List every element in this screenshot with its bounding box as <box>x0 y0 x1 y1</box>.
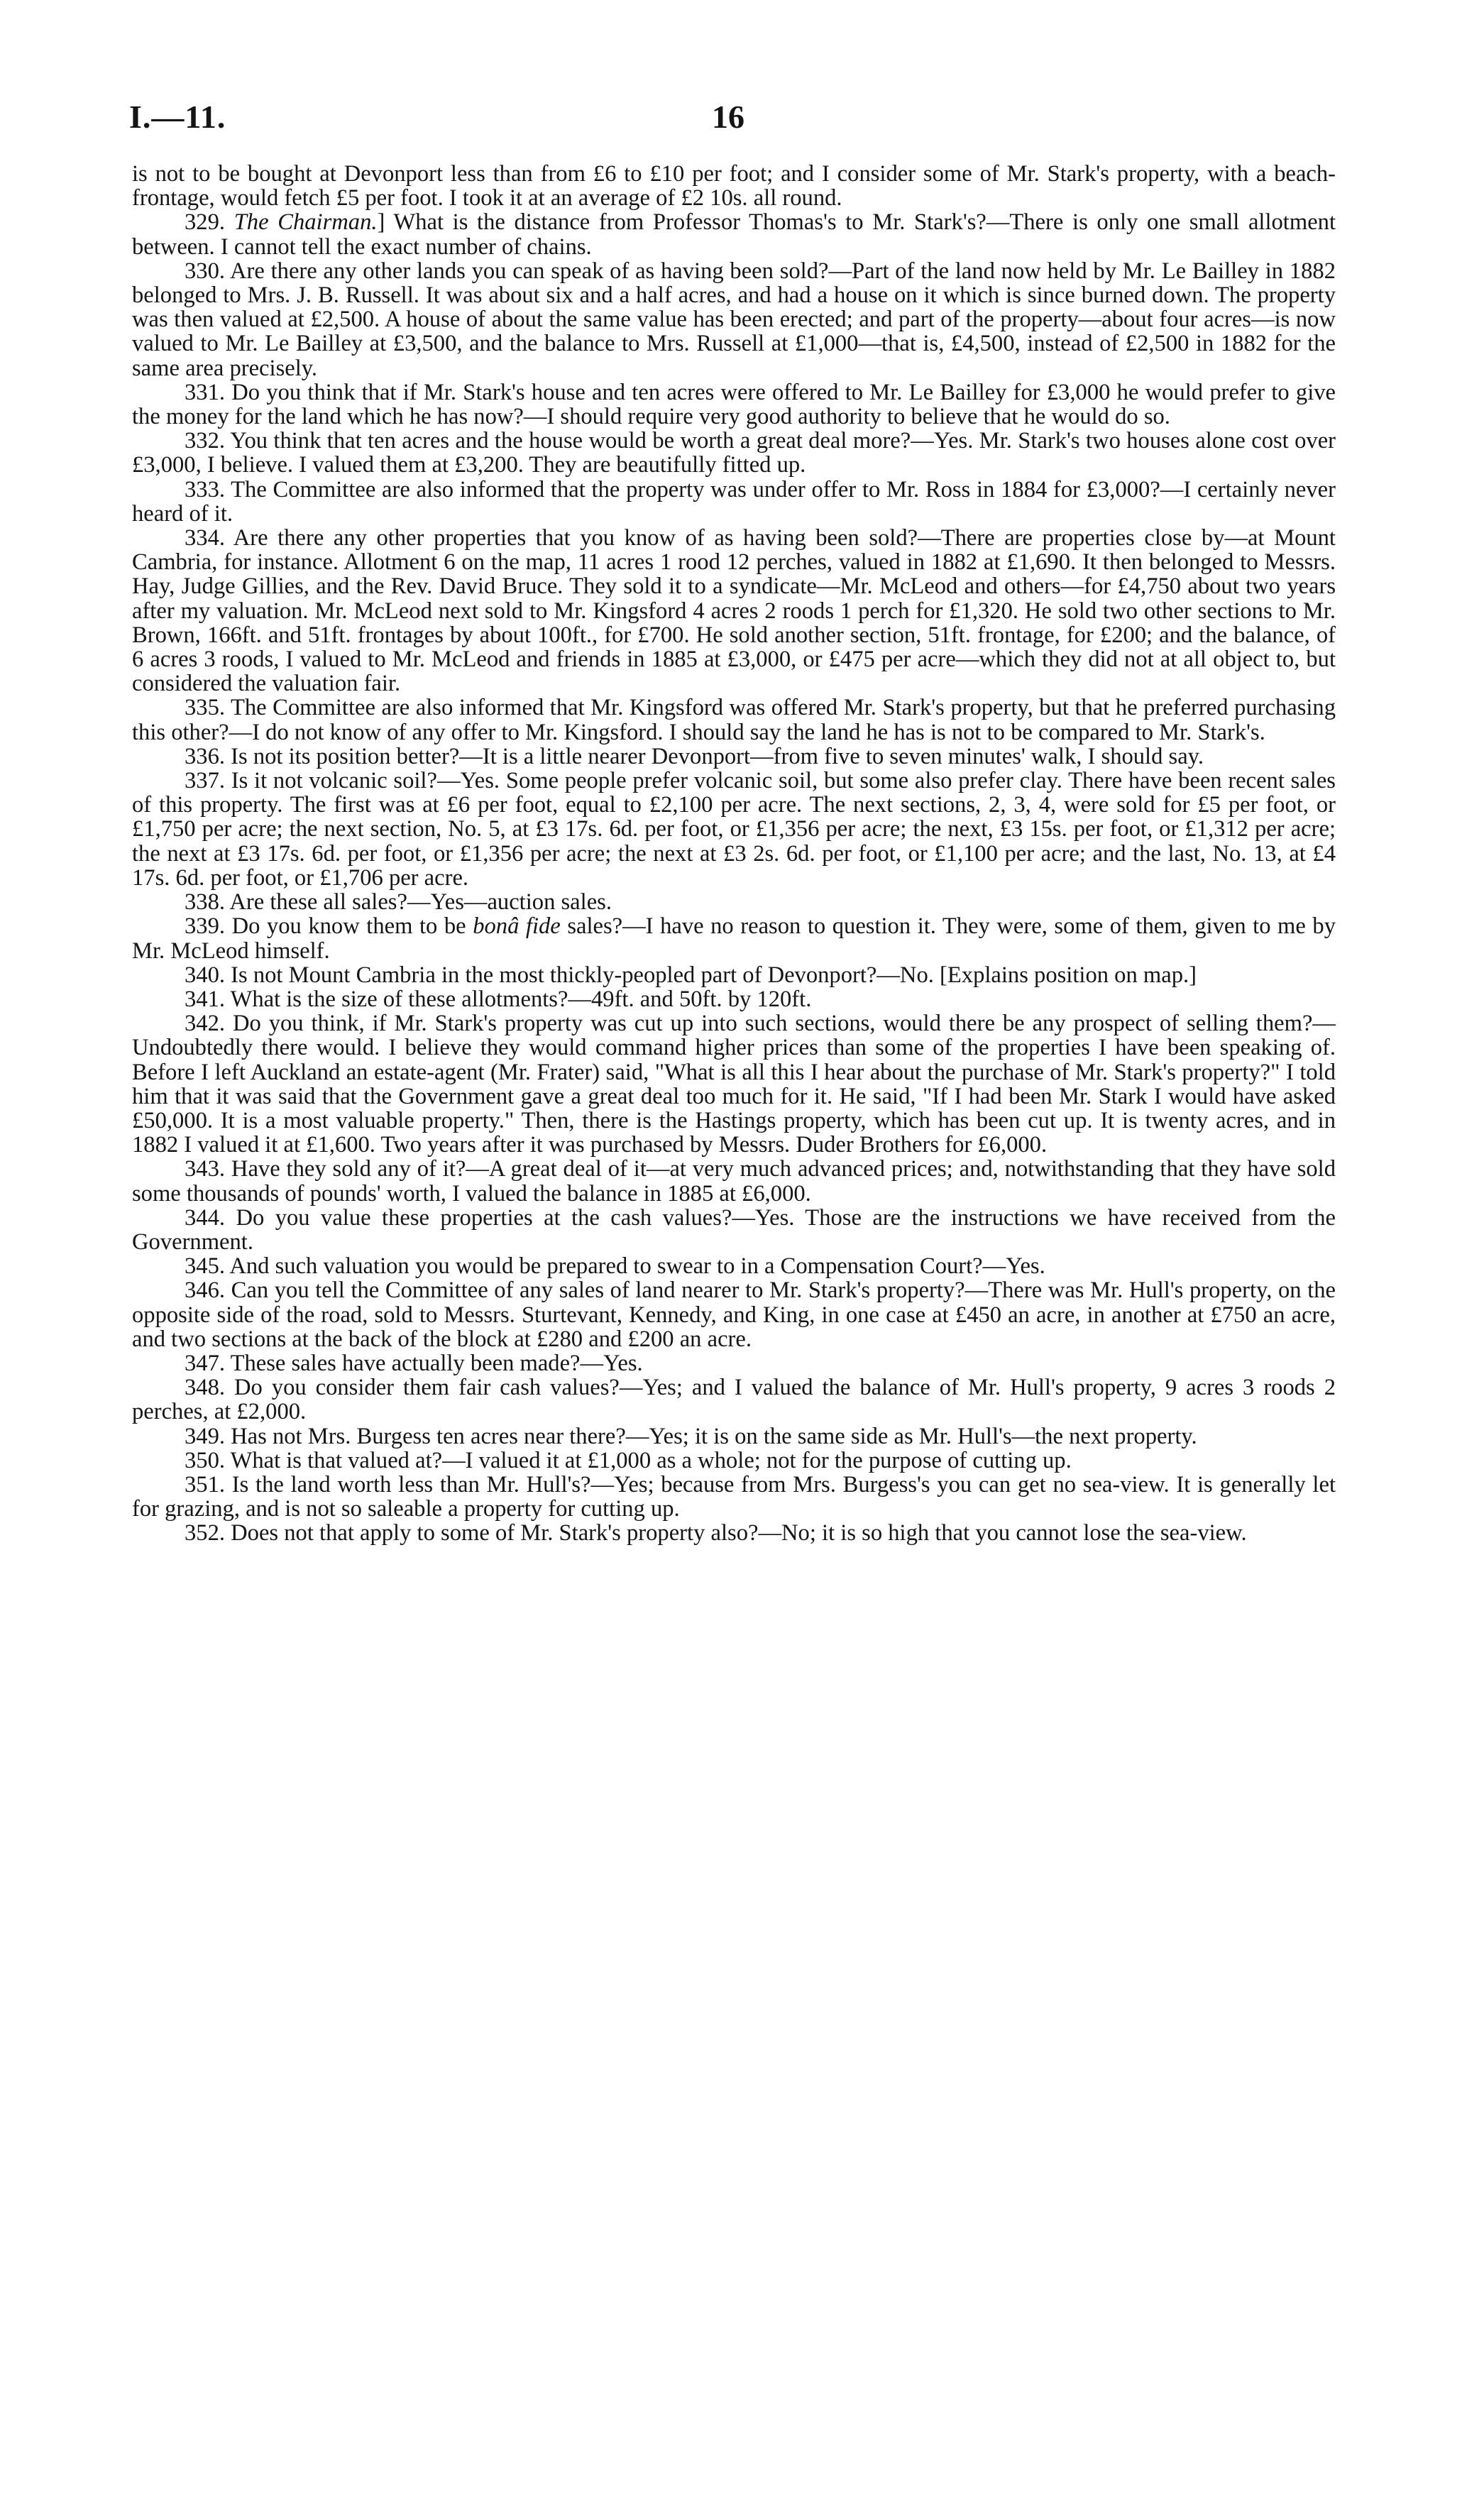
paragraph: 332. You think that ten acres and the house would be worth a great deal more?—Yes. Mr. Stark's two houses alone cost over £3,000, I believe. I valued them at £3,200. They are beautifully fitted up. <box>132 428 1336 478</box>
paragraph: 352. Does not that apply to some of Mr. Stark's property also?—No; it is so high that you cannot lose the sea-view. <box>185 1520 1247 1546</box>
body-text <box>132 162 1336 1546</box>
paragraph: 341. What is the size of these allotments?—49ft. and 50ft. by 120ft. <box>185 986 812 1012</box>
paragraph: 335. The Committee are also informed that Mr. Kingsford was offered Mr. Stark's property, but that he preferred purchasing this other?—I do not know of any offer to Mr. Kingsford. I should say the land he has is not to be compared to Mr. Stark's. <box>132 695 1336 745</box>
paragraph: 344. Do you value these properties at the cash values?—Yes. Those are the instructions we have received from the Government. <box>132 1204 1336 1255</box>
paragraph: 347. These sales have actually been made?—Yes. <box>185 1350 643 1376</box>
paragraph: 342. Do you think, if Mr. Stark's property was cut up into such sections, would there be any prospect of selling them?—Undoubtedly there would. I believe they would command higher prices than some of the properties I have been speaking of. Before I left Auckland an estate-agent (Mr. Frater) said, "What is all this I hear about the purchase of Mr. Stark's property?" I told him that it was said that the Government gave a great deal too much for it. He said, "If I had been Mr. Stark I would have asked £50,000. It is a most valuable property." Then, there is the Hastings property, which has been cut up. It is twenty acres, and in 1882 I valued it at £1,600. Two years after it was purchased by Messrs. Duder Brothers for £6,000. <box>132 1011 1336 1158</box>
paragraph: 343. Have they sold any of it?—A great deal of it—at very much advanced prices; and, notwithstanding that they have sold some thousands of pounds' worth, I valued the balance in 1885 at £6,000. <box>132 1156 1336 1207</box>
paragraph: is not to be bought at Devonport less than from £6 to £10 per foot; and I consider some of Mr. Stark's property, with a beach-frontage, would fetch £5 per foot. I took it at an average of £2 10s. all round. <box>132 161 1336 211</box>
italic-phrase: bonâ fide <box>473 913 561 940</box>
paragraph: 333. The Committee are also informed that the property was under offer to Mr. Ross in 1884 for £3,000?—I certainly never heard of it. <box>132 476 1336 527</box>
paragraph: 348. Do you consider them fair cash values?—Yes; and I valued the balance of Mr. Hull's property, 9 acres 3 roods 2 perches, at £2,000. <box>132 1375 1336 1425</box>
paragraph: 346. Can you tell the Committee of any sales of land nearer to Mr. Stark's property?—There was Mr. Hull's property, on the opposite side of the road, sold to Messrs. Sturtevant, Kennedy, and King, in one case at £450 an acre, in another at £750 an acre, and two sections at the back of the block at £280 and £200 an acre. <box>132 1277 1336 1352</box>
paragraph: 340. Is not Mount Cambria in the most thickly-peopled part of Devonport?—No. [Explains position on map.] <box>185 962 1197 988</box>
paragraph: 339. Do you know them to be bonâ fide sales?—I have no reason to question it. They were, some of them, given to me by Mr. McLeod himself. <box>132 913 1336 964</box>
page-number: 16 <box>712 99 744 135</box>
paragraph: 351. Is the land worth less than Mr. Hull's?—Yes; because from Mrs. Burgess's you can get no sea-view. It is generally let for grazing, and is not so saleable a property for cutting up. <box>132 1471 1336 1522</box>
page-reference: I.—11. <box>129 99 226 135</box>
paragraph: 330. Are there any other lands you can speak of as having been sold?—Part of the land now held by Mr. Le Bailley in 1882 belonged to Mrs. J. B. Russell. It was about six and a half acres, and had a house on it which is since burned down. The property was then valued at £2,500. A house of about the same value has been erected; and part of the property—about four acres—is now valued to Mr. Le Bailley at £3,500, and the balance to Mrs. Russell at £1,000—that is, £4,500, instead of £2,500 in 1882 for the same area precisely. <box>132 258 1336 381</box>
paragraph: 329. The Chairman.] What is the distance from Professor Thomas's to Mr. Stark's?—There is only one small allotment between. I cannot tell the exact number of chains. <box>132 209 1336 260</box>
paragraph: 337. Is it not volcanic soil?—Yes. Some people prefer volcanic soil, but some also prefer clay. There have been recent sales of this property. The first was at £6 per foot, equal to £2,100 per acre. The next sections, 2, 3, 4, were sold for £5 per foot, or £1,750 per acre; the next section, No. 5, at £3 17s. 6d. per foot, or £1,356 per acre; the next, £3 15s. per foot, or £1,312 per acre; the next at £3 17s. 6d. per foot, or £1,356 per acre; the next at £3 2s. 6d. per foot, or £1,100 per acre; and the last, No. 13, at £4 17s. 6d. per foot, or £1,706 per acre. <box>132 768 1336 891</box>
paragraph: 350. What is that valued at?—I valued it at £1,000 as a whole; not for the purpose of cutting up. <box>185 1447 1072 1473</box>
paragraph: 345. And such valuation you would be prepared to swear to in a Compensation Court?—Yes. <box>185 1253 1045 1280</box>
paragraph: 336. Is not its position better?—It is a little nearer Devonport—from five to seven minutes' walk, I should say. <box>185 743 1204 769</box>
paragraph: 338. Are these all sales?—Yes—auction sales. <box>185 889 612 916</box>
paragraph: 331. Do you think that if Mr. Stark's house and ten acres were offered to Mr. Le Bailley for £3,000 he would prefer to give the money for the land which he has now?—I should require very good authority to believe that he would do so. <box>132 379 1336 430</box>
paragraph: 349. Has not Mrs. Burgess ten acres near there?—Yes; it is on the same side as Mr. Hull's—the next property. <box>185 1423 1197 1449</box>
speaker-name: The Chairman. <box>233 209 378 236</box>
paragraph: 334. Are there any other properties that you know of as having been sold?—There are properties close by—at Mount Cambria, for instance. Allotment 6 on the map, 11 acres 1 rood 12 perches, valued in 1882 at £1,690. It then belonged to Messrs. Hay, Judge Gillies, and the Rev. David Bruce. They sold it to a syndicate—Mr. McLeod and others—for £4,750 about two years after my valuation. Mr. McLeod next sold to Mr. Kingsford 4 acres 2 roods 1 perch for £1,320. He sold two other sections to Mr. Brown, 166ft. and 51ft. frontages by about 100ft., for £700. He sold another section, 51ft. frontage, for £200; and the balance, of 6 acres 3 roods, I valued to Mr. McLeod and friends in 1885 at £3,000, or £475 per acre—which they did not at all object to, but considered the valuation fair. <box>132 525 1336 697</box>
